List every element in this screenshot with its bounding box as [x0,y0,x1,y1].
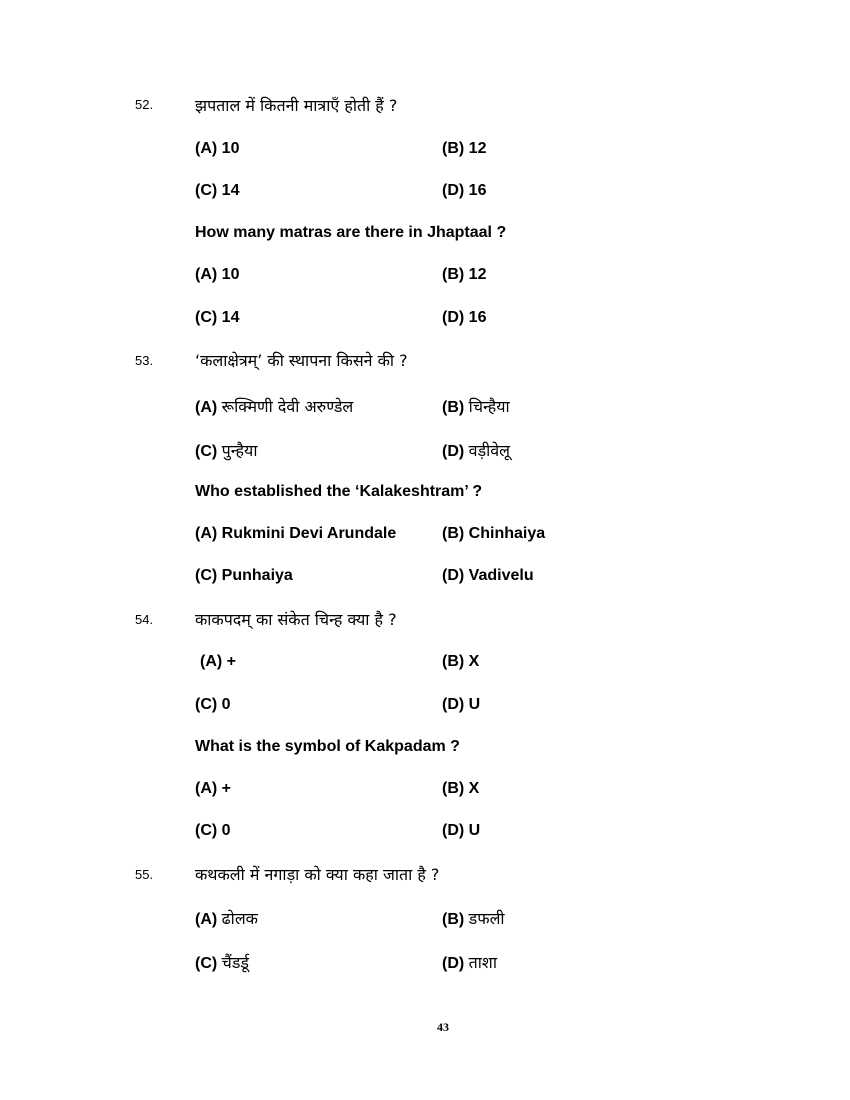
question-number: 53. [135,353,154,368]
option-b [442,266,486,284]
option-label: (C) [195,309,218,326]
option-b [442,653,479,671]
option-text: चैंडर्डू [221,953,249,972]
option-text: + [221,780,232,797]
option-a [195,140,239,158]
option-label: (D) [442,443,465,460]
option-text: 14 [221,182,240,199]
option-text: 10 [221,266,240,283]
question-text-english: Who established the ‘Kalakeshtram’ ? [195,483,483,500]
option-text: 10 [221,140,240,157]
option-text: रूक्मिणी देवी अरुण्डेल [221,397,354,416]
option-d [442,567,534,585]
question-text-english: What is the symbol of Kakpadam ? [195,738,460,755]
option-a [195,907,258,929]
question-number: 55. [135,867,154,882]
option-label: (A) [195,525,218,542]
option-label: (D) [442,567,465,584]
option-text: 16 [468,182,487,199]
question-text-hindi: झपताल में कितनी मात्राएँ होती हैं ? [195,96,398,115]
option-b [442,395,510,417]
option-text: 0 [221,822,231,839]
option-label: (B) [442,525,465,542]
option-b [442,525,545,543]
option-label: (C) [195,443,218,460]
option-text: Chinhaiya [468,525,546,542]
option-label: (B) [442,140,465,157]
option-label: (A) [195,140,218,157]
option-label: (A) [195,780,218,797]
option-label: (D) [442,955,465,972]
option-text: चिन्हैया [468,397,510,416]
option-d [442,182,486,200]
option-label: (B) [442,780,465,797]
option-label: (A) [195,399,218,416]
option-text: ताशा [468,953,497,972]
option-label: (A) [195,266,218,283]
option-label: (B) [442,653,465,670]
question-text-hindi: कथकली में नगाड़ा को क्या कहा जाता है ? [195,865,440,884]
option-a [195,525,396,543]
question-number: 52. [135,97,154,112]
page-number: 43 [437,1020,449,1034]
option-label: (C) [195,955,218,972]
option-d [442,822,480,840]
option-label: (C) [195,822,218,839]
option-label: (D) [442,309,465,326]
option-label: (B) [442,399,465,416]
option-c [195,439,257,461]
option-label: (B) [442,911,465,928]
option-label: (D) [442,696,465,713]
option-text: डफली [468,909,505,928]
option-d [442,309,486,327]
option-label: (A) [195,911,218,928]
option-text: पुन्हैया [221,441,258,460]
option-text: 16 [468,309,487,326]
option-a [200,653,236,671]
option-text: Rukmini Devi Arundale [221,525,397,542]
option-text: U [468,822,481,839]
option-text: 12 [468,140,487,157]
option-text: 0 [221,696,231,713]
question-text-hindi: ‘कलाक्षेत्रम्’ की स्थापना किसने की ? [195,351,408,370]
option-a [195,780,231,798]
option-label: (C) [195,182,218,199]
option-text: U [468,696,481,713]
option-label: (C) [195,696,218,713]
option-label: (D) [442,822,465,839]
question-text-english: How many matras are there in Jhaptaal ? [195,224,507,241]
option-text: + [226,653,237,670]
option-a [195,395,353,417]
question-number: 54. [135,612,154,627]
option-c [195,182,239,200]
option-text: Punhaiya [221,567,293,584]
option-text: 12 [468,266,487,283]
option-c [195,951,249,973]
option-c [195,696,231,714]
option-text: X [468,780,480,797]
option-label: (A) [200,653,223,670]
option-label: (C) [195,567,218,584]
option-label: (D) [442,182,465,199]
option-text: X [468,653,480,670]
option-d [442,439,510,461]
option-b [442,140,486,158]
question-text-hindi: काकपदम् का संकेत चिन्ह क्या है ? [195,610,397,629]
option-label: (B) [442,266,465,283]
option-c [195,309,239,327]
option-d [442,696,480,714]
option-text: Vadivelu [468,567,534,584]
option-c [195,567,293,585]
option-c [195,822,231,840]
option-text: वड़ीवेलू [468,441,511,460]
option-a [195,266,239,284]
option-b [442,907,505,929]
option-b [442,780,479,798]
option-text: 14 [221,309,240,326]
option-text: ढोलक [221,909,258,928]
option-d [442,951,497,973]
